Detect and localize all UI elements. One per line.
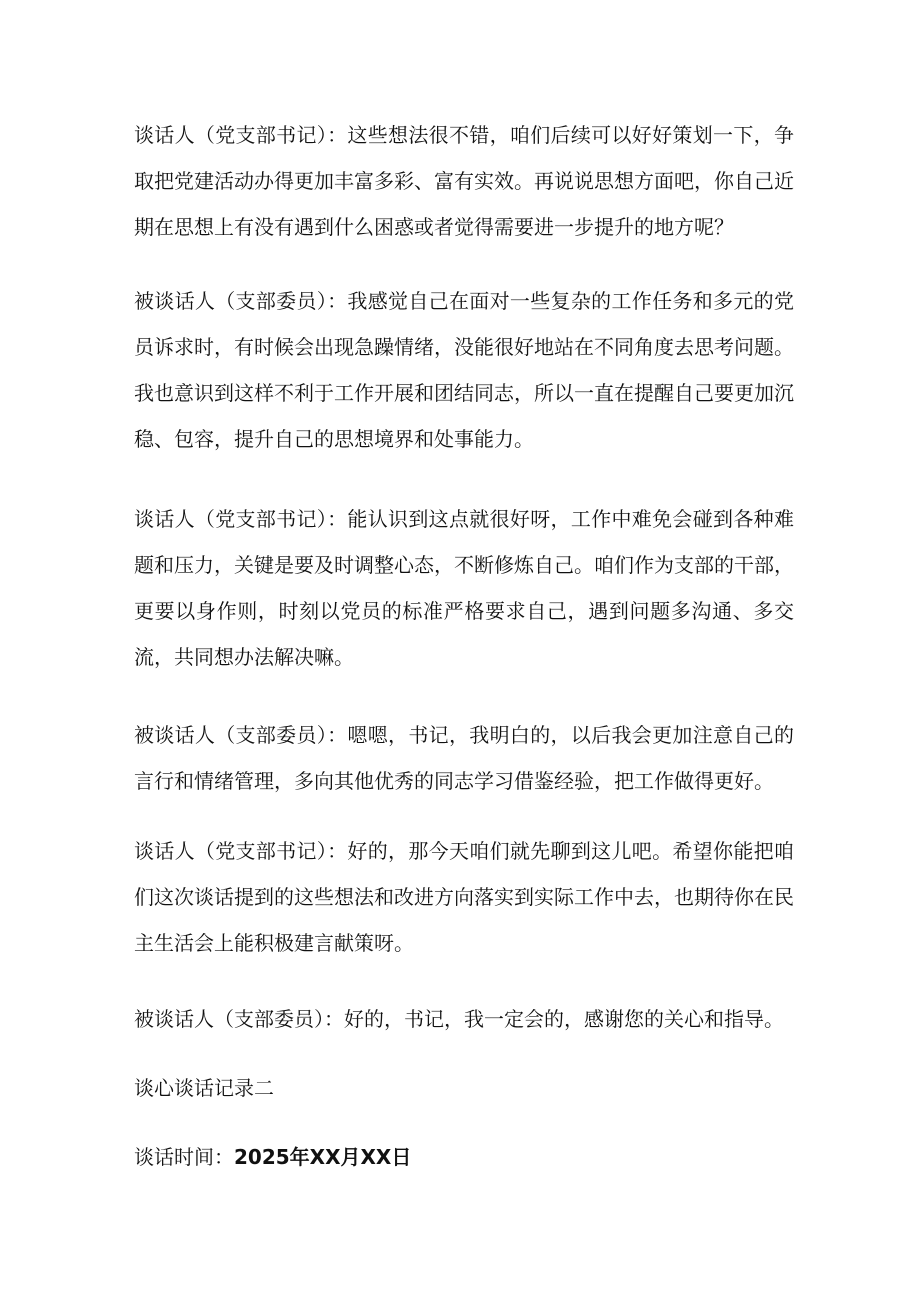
dialogue-paragraph-secretary: 谈话人（党支部书记）：这些想法很不错，咱们后续可以好好策划一下，争取把党建活动办得更加丰富多彩、富有实效。再说说思想方面吧，你自己近期在思想上有没有遇到什么困惑或者觉得需要进一步提升的地方呢？ — [134, 123, 794, 239]
dialogue-paragraph-member: 被谈话人（支部委员）：嗯嗯，书记，我明白的，以后我会更加注意自己的言行和情绪管理，多向其他优秀的同志学习借鉴经验，把工作做得更好。 — [134, 723, 794, 793]
talk-time-label: 谈话时间： — [134, 1145, 234, 1169]
talk-time-line — [134, 1134, 794, 1180]
talk-time-value: 2025年XX月XX日 — [234, 1145, 412, 1169]
dialogue-paragraph-member: 被谈话人（支部委员）：好的，书记，我一定会的，感谢您的关心和指导。 — [134, 1007, 784, 1031]
dialogue-paragraph-secretary: 谈话人（党支部书记）：好的，那今天咱们就先聊到这儿吧。希望你能把咱们这次谈话提到的这些想法和改进方向落实到实际工作中去，也期待你在民主生活会上能积极建言献策呀。 — [134, 839, 794, 955]
dialogue-paragraph-member: 被谈话人（支部委员）：我感觉自己在面对一些复杂的工作任务和多元的党员诉求时，有时候会出现急躁情绪，没能很好地站在不同角度去思考问题。我也意识到这样不利于工作开展和团结同志，所以一直在提醒自己要更加沉稳、包容，提升自己的思想境界和处事能力。 — [134, 289, 794, 451]
section-title: 谈心谈话记录二 — [134, 1076, 274, 1100]
dialogue-paragraph-secretary: 谈话人（党支部书记）：能认识到这点就很好呀，工作中难免会碰到各种难题和压力，关键是要及时调整心态，不断修炼自己。咱们作为支部的干部，更要以身作则，时刻以党员的标准严格要求自己，遇到问题多沟通、多交流，共同想办法解决嘛。 — [134, 507, 794, 669]
